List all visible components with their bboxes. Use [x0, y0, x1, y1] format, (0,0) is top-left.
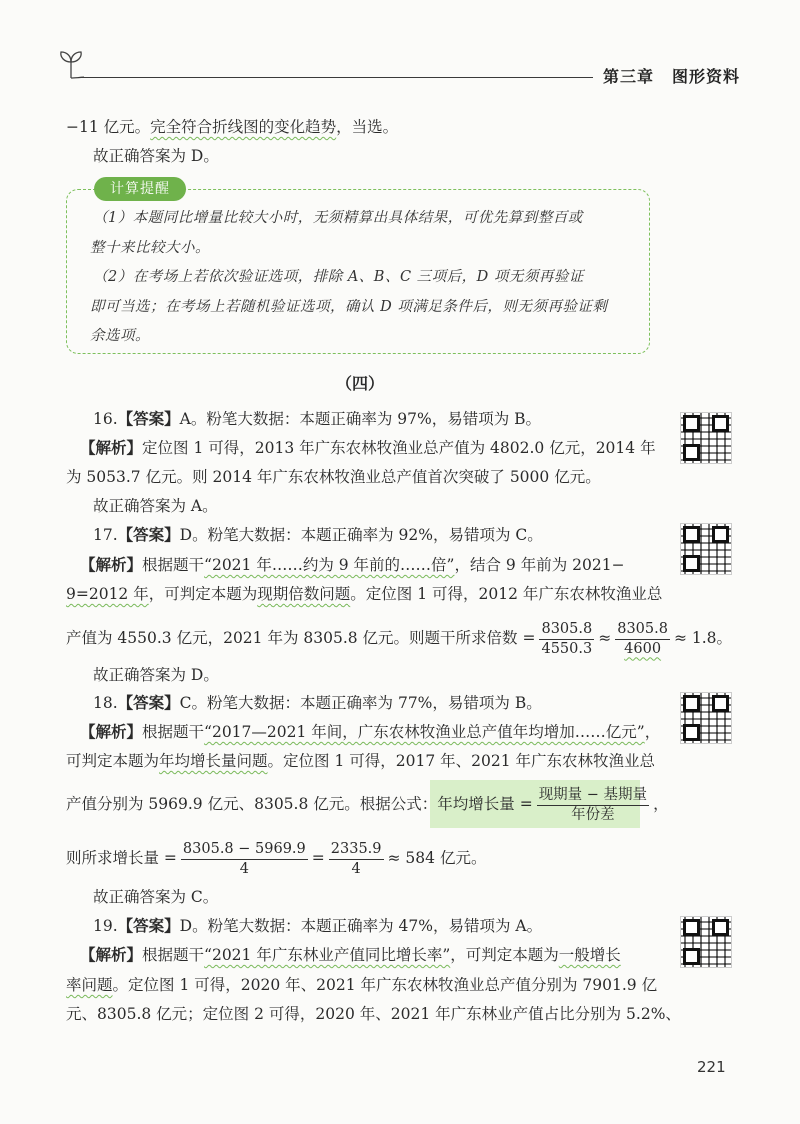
analysis-text: 。定位图 1 可得，2012 年广东农林牧渔业总: [350, 585, 663, 603]
answer-tag: 【答案】: [117, 526, 180, 544]
fraction: [615, 620, 670, 659]
tip-line: 余选项。: [90, 328, 150, 344]
intro-line-1: [66, 116, 398, 138]
analysis-text: 。定位图 1 可得，2020 年、2021 年广东农林牧渔业总产值分别为 7901.9 亿: [112, 976, 658, 994]
answer-text: A。粉笔大数据：本题正确率为 97%，易错项为 B。: [179, 410, 542, 428]
analysis-highlight: “2021 年……约为 9 年前的……倍”: [204, 556, 455, 574]
formula-end: ，: [653, 795, 669, 813]
qr-code-icon[interactable]: [680, 412, 732, 464]
question-number: 19.: [93, 917, 118, 935]
analysis-tag: 【解析】: [80, 556, 143, 574]
analysis-highlight: 9=2012 年: [66, 585, 149, 603]
analysis-highlight: 现期倍数问题: [257, 585, 351, 603]
analysis-text: ，可判定本题为: [148, 585, 258, 603]
intro-text: −11 亿元。: [66, 118, 151, 136]
answer-tag: 【答案】: [117, 410, 180, 428]
intro-text-end: ，当选。: [336, 118, 399, 136]
fraction: [329, 840, 384, 879]
fraction-denominator: 年份差: [571, 806, 615, 823]
analysis-highlight: “2017—2021 年间，广东农林牧渔业总产值年均增加……亿元”: [204, 723, 645, 741]
chapter-number: 第三章: [603, 67, 655, 86]
question-number: 16.: [93, 410, 118, 428]
fraction-numerator: 2335.9: [329, 840, 384, 860]
analysis-text: ，可判定本题为: [450, 946, 559, 964]
q19-analysis-line-1: [80, 944, 621, 966]
formula-lhs: 年均增长量 =: [437, 795, 533, 813]
qr-code-icon[interactable]: [680, 692, 732, 744]
analysis-tag: 【解析】: [80, 946, 143, 964]
q18-conclusion: 故正确答案为 C。: [93, 888, 219, 906]
analysis-tag: 【解析】: [80, 723, 143, 741]
approx-result: ≈ 584 亿元。: [387, 849, 487, 867]
q17-conclusion: 故正确答案为 D。: [93, 666, 219, 684]
answer-tag: 【答案】: [117, 917, 180, 935]
question-number: 17.: [93, 526, 118, 544]
analysis-text: 定位图 1 可得，2013 年广东农林牧渔业总产值为 4802.0 亿元，2014 年: [142, 439, 656, 457]
q16-analysis-line-1: [80, 437, 656, 459]
section-title: （四）: [335, 374, 384, 393]
analysis-highlight: 年均增长量问题: [159, 752, 268, 770]
tip-line: 整十来比较大小。: [90, 240, 210, 256]
answer-text: C。粉笔大数据：本题正确率为 77%，易错项为 B。: [179, 694, 542, 712]
q19-analysis-line-3: 元、8305.8 亿元；定位图 2 可得，2020 年、2021 年广东林业产值占比分别为 5.2%、: [66, 1005, 681, 1023]
fraction-denominator: 4: [351, 860, 361, 877]
q18-calculation-line: [66, 838, 486, 879]
q17-calculation-line: [66, 618, 732, 659]
fraction-numerator: 现期量 − 基期量: [537, 786, 649, 806]
q17-answer-line: [93, 524, 543, 546]
analysis-text: 产值分别为 5969.9 亿元、8305.8 亿元。根据公式：: [66, 795, 438, 813]
tip-line: 即可当选；在考场上若随机验证选项，确认 D 项满足条件后，则无须再验证剩: [90, 299, 608, 315]
calculation-tip-title: 计算提醒: [94, 177, 186, 201]
q16-analysis-line-2: 为 5053.7 亿元。则 2014 年广东农林牧渔业总产值首次突破了 5000 亿元。: [66, 468, 601, 486]
answer-text: D。粉笔大数据：本题正确率为 47%，易错项为 A。: [179, 917, 543, 935]
analysis-text: 根据题干: [142, 556, 205, 574]
fraction-numerator: 8305.8: [615, 620, 670, 640]
analysis-text: 根据题干: [142, 723, 205, 741]
q18-analysis-line-2: [66, 750, 655, 772]
fraction-numerator: 8305.8 − 5969.9: [181, 840, 308, 860]
analysis-text: ，: [644, 723, 661, 741]
analysis-tag: 【解析】: [80, 439, 143, 457]
analysis-text: ，结合 9 年前为 2021−: [454, 556, 625, 574]
header-rule: [78, 77, 593, 78]
fraction: [181, 840, 308, 879]
chapter-heading: [603, 64, 740, 87]
analysis-highlight: 率问题: [66, 976, 113, 994]
fraction-denominator: 4550.3: [541, 640, 593, 657]
fraction-denominator: 4: [239, 860, 249, 877]
equals-sign: =: [311, 849, 325, 867]
q16-conclusion: 故正确答案为 A。: [93, 497, 218, 515]
qr-code-icon[interactable]: [680, 523, 732, 575]
formula-fraction: [537, 786, 649, 825]
analysis-text: 产值为 4550.3 亿元，2021 年为 8305.8 亿元。则题干所求倍数 =: [66, 629, 536, 647]
question-number: 18.: [93, 694, 118, 712]
fraction: [539, 620, 594, 659]
analysis-highlight: “2021 年广东林业产值同比增长率”: [204, 946, 451, 964]
fraction-denominator: 4600: [624, 640, 662, 657]
q16-answer-line: [93, 408, 541, 430]
approx-sign: ≈: [598, 629, 612, 647]
fraction-numerator: 8305.8: [539, 620, 594, 640]
answer-tag: 【答案】: [117, 694, 180, 712]
q17-analysis-line-1: [80, 554, 625, 576]
qr-code-icon[interactable]: [680, 916, 732, 968]
q18-formula-line: [66, 784, 669, 825]
intro-highlight: 完全符合折线图的变化趋势: [150, 118, 337, 136]
analysis-text: 。定位图 1 可得，2017 年、2021 年广东农林牧渔业总: [267, 752, 655, 770]
q18-analysis-line-1: [80, 721, 660, 743]
approx-result: ≈ 1.8。: [673, 629, 733, 647]
q18-answer-line: [93, 692, 542, 714]
analysis-text: 根据题干: [142, 946, 205, 964]
tip-line: （2）在考场上若依次验证选项，排除 A、B、C 三项后，D 项无须再验证: [93, 269, 584, 285]
analysis-text: 则所求增长量 =: [66, 849, 177, 867]
intro-line-2: 故正确答案为 D。: [93, 147, 219, 165]
page-number: 221: [697, 1058, 726, 1076]
analysis-text: 可判定本题为: [66, 752, 160, 770]
chapter-title: 图形资料: [672, 67, 741, 86]
tip-line: （1）本题同比增量比较大小时，无须精算出具体结果，可优先算到整百或: [93, 210, 583, 226]
answer-text: D。粉笔大数据：本题正确率为 92%，易错项为 C。: [179, 526, 543, 544]
q19-analysis-line-2: [66, 974, 657, 996]
q17-analysis-line-2: [66, 583, 662, 605]
q19-answer-line: [93, 915, 542, 937]
sprout-icon: [58, 48, 84, 80]
analysis-highlight: 一般增长: [558, 946, 621, 964]
